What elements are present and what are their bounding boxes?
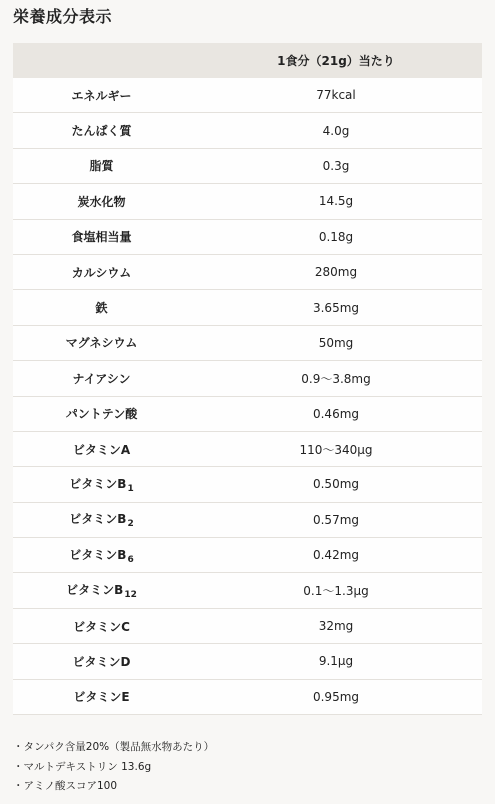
nutrient-value: 32mg [318,619,354,634]
table-row [13,220,482,255]
nutrient-value: 77kcal [316,88,356,103]
nutrient-name-text: 脂質 [89,159,114,174]
nutrient-name [13,688,190,705]
table-row [13,609,482,644]
nutrient-value: 0.18g [318,229,354,244]
nutrient-name [13,299,190,316]
table-row [13,573,482,608]
nutrient-name-text: たんぱく質 [71,124,132,139]
nutrient-value: 0.3g [322,158,350,173]
table-header [13,43,482,78]
nutrient-name [13,510,190,529]
nutrition-table [13,43,482,715]
nutrient-value: 4.0g [322,123,350,138]
nutrient-name-text: ナイアシン [72,371,131,386]
nutrient-name [13,441,190,458]
nutrient-name-text: ビタミンB [66,583,124,598]
nutrient-value: 9.1μg [318,654,354,669]
table-row [13,326,482,361]
nutrient-name-text: ビタミンB [69,547,127,562]
nutrient-name-text: ビタミンC [73,619,130,634]
nutrient-name-text: ビタミンB [69,512,127,527]
table-row [13,538,482,573]
table-row [13,397,482,432]
nutrient-name [13,334,190,351]
nutrient-name-text: ビタミンA [72,442,131,457]
table-row [13,680,482,715]
footnote: ・マルトデキストリン 13.6g [13,760,152,773]
nutrient-name [13,618,190,635]
nutrient-name [13,87,190,104]
nutrient-value: 280mg [314,265,358,280]
serving-size-header: 1食分（21g）当たり [277,54,395,68]
nutrient-value: 3.65mg [312,300,360,315]
table-row [13,467,482,502]
page-title: 栄養成分表示 [13,7,113,26]
nutrient-name-text: パントテン酸 [65,407,138,422]
nutrient-value: 110〜340μg [299,442,373,457]
nutrient-name-text: カルシウム [71,265,132,280]
table-row [13,644,482,679]
nutrient-name [13,581,190,600]
nutrient-value: 0.50mg [312,477,360,492]
nutrient-name [13,228,190,245]
nutrient-name [13,546,190,565]
table-row [13,361,482,396]
table-row [13,290,482,325]
nutrient-value: 0.95mg [312,689,360,704]
nutrient-name-text: 食塩相当量 [71,230,132,245]
nutrient-name [13,653,190,670]
nutrient-name [13,193,190,210]
footnote: ・タンパク含量20%（製品無水物あたり） [13,741,215,753]
nutrient-value: 0.57mg [312,512,360,527]
nutrient-name-text: 炭水化物 [77,194,126,209]
nutrient-value: 14.5g [318,194,354,209]
nutrient-name [13,264,190,281]
footnote: ・アミノ酸スコア100 [13,780,118,792]
nutrient-value: 50mg [318,335,354,350]
footnotes [13,738,214,797]
nutrient-name [13,370,190,387]
table-body [13,78,482,715]
nutrient-name-text: 鉄 [95,301,108,316]
nutrient-value: 0.1〜1.3μg [303,584,369,599]
table-row [13,432,482,467]
nutrient-subscript: 1 [127,483,134,494]
nutrient-value: 0.42mg [312,548,360,563]
nutrient-subscript: 2 [127,519,134,530]
table-row [13,78,482,113]
nutrient-subscript: 6 [127,554,134,565]
nutrient-name [13,122,190,139]
table-row [13,255,482,290]
table-row [13,113,482,148]
nutrient-name-text: ビタミンB [69,476,127,491]
table-row [13,503,482,538]
nutrient-name [13,405,190,422]
table-row [13,184,482,219]
nutrient-subscript: 12 [124,590,137,601]
nutrient-name-text: マグネシウム [65,336,138,351]
nutrient-name-text: ビタミンD [72,654,131,669]
nutrient-name-text: エネルギー [71,88,132,103]
table-row [13,149,482,184]
nutrient-name [13,157,190,174]
nutrient-name [13,475,190,494]
nutrient-value: 0.9〜3.8mg [301,371,371,386]
nutrient-name-text: ビタミンE [73,690,130,705]
nutrient-value: 0.46mg [312,406,360,421]
